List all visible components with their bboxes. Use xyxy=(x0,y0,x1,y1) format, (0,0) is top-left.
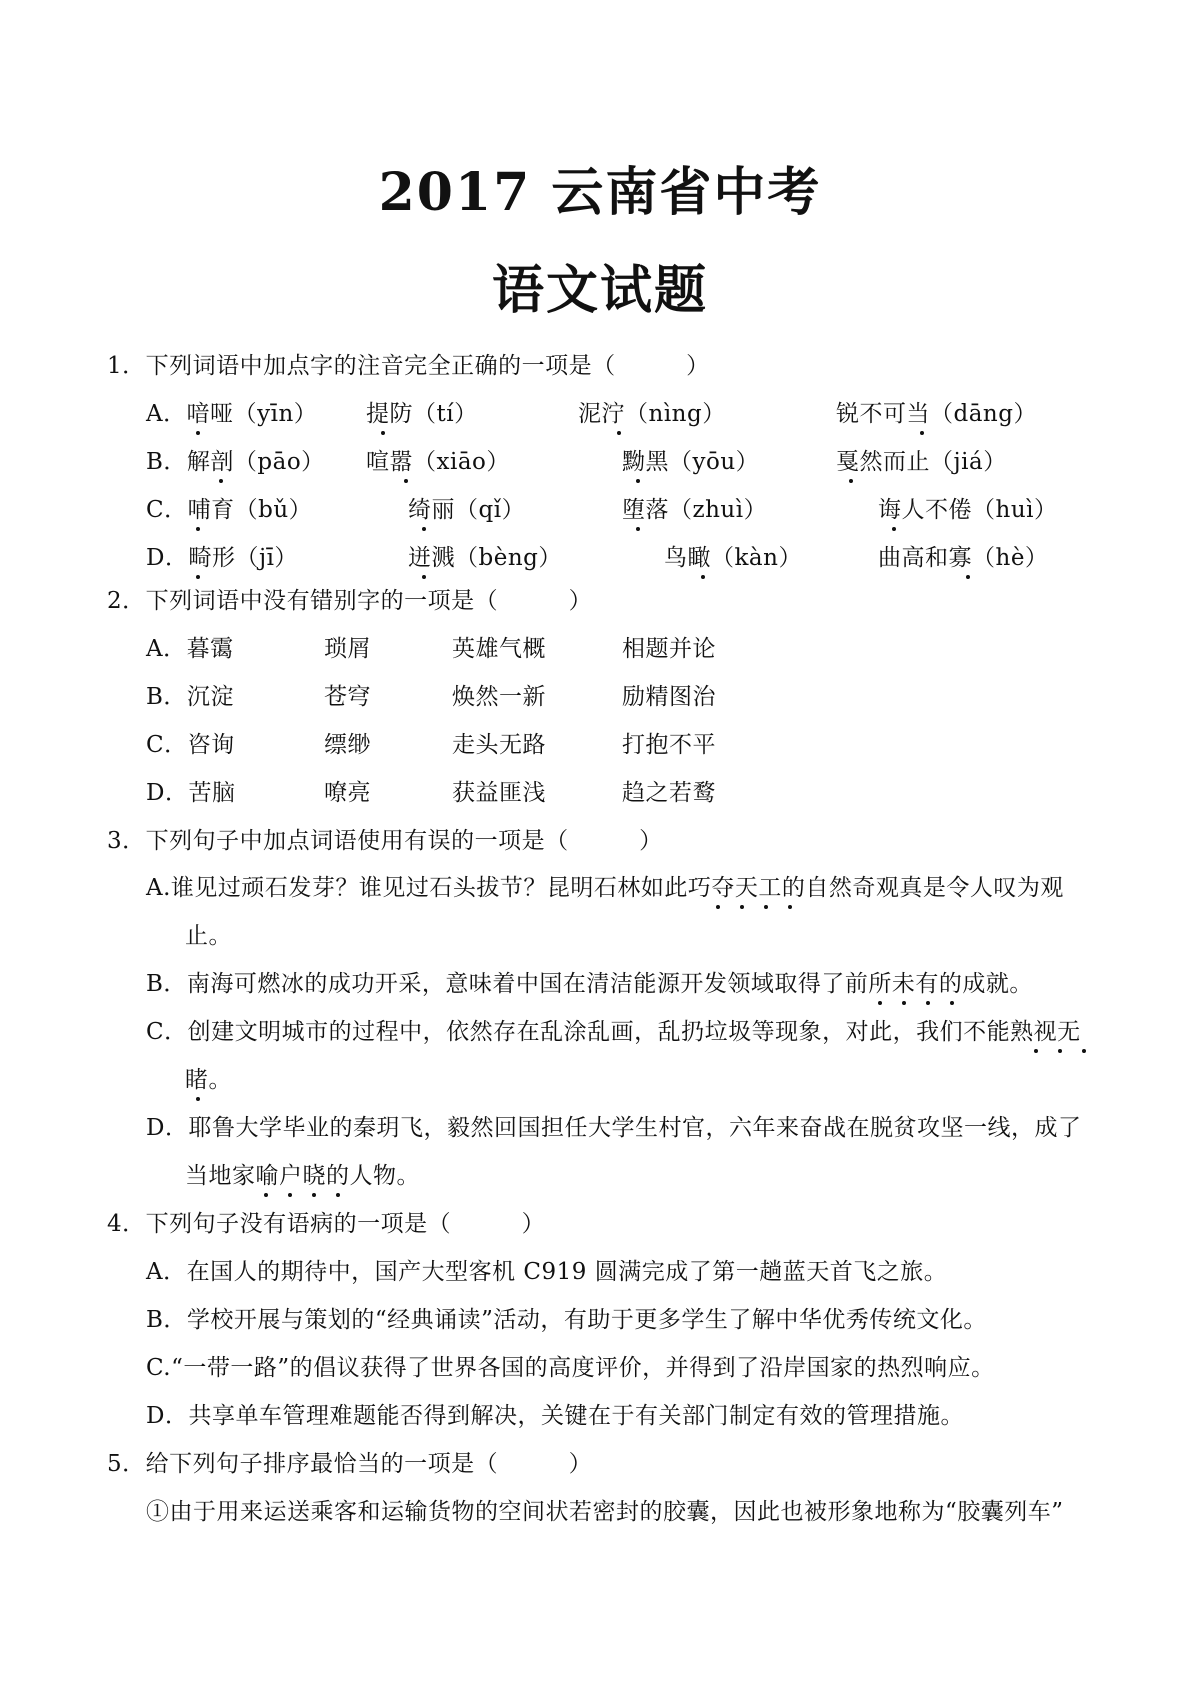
q1-option-a-word-4: 锐不可当（dāng） xyxy=(836,401,1037,427)
q2-option-d-word-4: 趋之若鹜 xyxy=(622,780,716,806)
emphasis-dot xyxy=(288,1193,292,1197)
emphasis-dot xyxy=(196,431,200,435)
q2-option-a-word-1: A．暮霭 xyxy=(146,636,234,662)
q5-sentence-1: ①由于用来运送乘客和运输货物的空间状若密封的胶囊，因此也被形象地称为“胶囊列车” xyxy=(146,1499,1064,1525)
emphasis-dot xyxy=(404,479,408,483)
q1-option-c-word-1: C．哺育（bǔ） xyxy=(146,497,313,523)
q1-option-b-word-3: 黝黑（yōu） xyxy=(622,449,760,475)
emphasis-dot xyxy=(920,431,924,435)
q2-option-c-word-3: 走头无路 xyxy=(452,732,546,758)
q2-option-b-word-3: 焕然一新 xyxy=(452,684,546,710)
q1-option-b-word-2: 喧嚣（xiāo） xyxy=(366,449,510,475)
exam-subtitle: 语文试题 xyxy=(491,260,708,321)
emphasis-dot xyxy=(264,1193,268,1197)
q2-option-d-word-3: 获益匪浅 xyxy=(452,780,546,806)
q1-option-a-word-3: 泥泞（nìng） xyxy=(578,401,726,427)
emphasis-dot xyxy=(740,905,744,909)
question-1-stem: 1．下列词语中加点字的注音完全正确的一项是（ ） xyxy=(107,353,710,379)
emphasis-dot xyxy=(788,905,792,909)
emphasis-dot xyxy=(878,1001,882,1005)
q1-option-d-word-4: 曲高和寡（hè） xyxy=(878,545,1049,571)
emphasis-dot xyxy=(1034,1049,1038,1053)
emphasis-dot xyxy=(219,479,223,483)
emphasis-dot xyxy=(196,527,200,531)
question-2-stem: 2．下列词语中没有错别字的一项是（ ） xyxy=(107,588,593,614)
emphasis-dot xyxy=(926,1001,930,1005)
question-5-stem: 5．给下列句子排序最恰当的一项是（ ） xyxy=(107,1451,593,1477)
emphasis-dot xyxy=(966,575,970,579)
emphasis-dot xyxy=(764,905,768,909)
q3-option-c-continued: 睹。 xyxy=(185,1067,232,1093)
exam-title: 2017 云南省中考 xyxy=(378,162,822,223)
emphasis-dot xyxy=(422,575,426,579)
emphasis-dot xyxy=(381,431,385,435)
emphasis-dot xyxy=(617,431,621,435)
emphasis-dot xyxy=(196,575,200,579)
emphasis-dot xyxy=(422,527,426,531)
q1-option-d-word-2: 迸溅（bèng） xyxy=(408,545,562,571)
q4-option-d: D．共享单车管理难题能否得到解决，关键在于有关部门制定有效的管理措施。 xyxy=(146,1403,964,1429)
q2-option-a-word-4: 相题并论 xyxy=(622,636,716,662)
emphasis-dot xyxy=(701,575,705,579)
emphasis-dot xyxy=(892,527,896,531)
q1-option-b-word-4: 戛然而止（jiá） xyxy=(836,449,1007,475)
emphasis-dot xyxy=(636,479,640,483)
emphasis-dot xyxy=(636,527,640,531)
q2-option-c-word-4: 打抱不平 xyxy=(622,732,716,758)
emphasis-dot xyxy=(312,1193,316,1197)
q2-option-c-word-2: 缥缈 xyxy=(324,732,371,758)
q2-option-d-word-2: 嘹亮 xyxy=(324,780,371,806)
q3-option-d-continued: 当地家喻户晓的人物。 xyxy=(185,1163,420,1189)
emphasis-dot xyxy=(1058,1049,1062,1053)
q1-option-a-word-2: 提防（tí） xyxy=(366,401,478,427)
q3-option-d: D．耶鲁大学毕业的秦玥飞，毅然回国担任大学生村官，六年来奋战在脱贫攻坚一线，成了 xyxy=(146,1115,1082,1141)
q2-option-c-word-1: C．咨询 xyxy=(146,732,235,758)
q1-option-a-word-1: A．喑哑（yīn） xyxy=(146,401,318,427)
q1-option-c-word-4: 诲人不倦（huì） xyxy=(878,497,1058,523)
emphasis-dot xyxy=(336,1193,340,1197)
emphasis-dot xyxy=(1082,1049,1086,1053)
q1-option-d-word-1: D．畸形（jī） xyxy=(146,545,298,571)
q3-option-c: C．创建文明城市的过程中，依然存在乱涂乱画，乱扔垃圾等现象，对此，我们不能熟视无 xyxy=(146,1019,1081,1045)
q1-option-b-word-1: B．解剖（pāo） xyxy=(146,449,325,475)
q4-option-b: B．学校开展与策划的“经典诵读”活动，有助于更多学生了解中华优秀传统文化。 xyxy=(146,1307,987,1333)
emphasis-dot xyxy=(196,1097,200,1101)
q1-option-c-word-3: 堕落（zhuì） xyxy=(622,497,768,523)
question-3-stem: 3．下列句子中加点词语使用有误的一项是（ ） xyxy=(107,828,663,854)
q3-option-b: B．南海可燃冰的成功开采，意味着中国在清洁能源开发领域取得了前所未有的成就。 xyxy=(146,971,1033,997)
emphasis-dot xyxy=(902,1001,906,1005)
emphasis-dot xyxy=(849,479,853,483)
q2-option-b-word-1: B．沉淀 xyxy=(146,684,234,710)
q2-option-a-word-3: 英雄气概 xyxy=(452,636,546,662)
q3-option-a-continued: 止。 xyxy=(185,923,232,949)
emphasis-dot xyxy=(950,1001,954,1005)
q4-option-a: A．在国人的期待中，国产大型客机 C919 圆满完成了第一趟蓝天首飞之旅。 xyxy=(146,1259,948,1285)
question-4-stem: 4．下列句子没有语病的一项是（ ） xyxy=(107,1211,546,1237)
q1-option-d-word-3: 鸟瞰（kàn） xyxy=(664,545,802,571)
q4-option-c: C.“一带一路”的倡议获得了世界各国的高度评价，并得到了沿岸国家的热烈响应。 xyxy=(146,1355,995,1381)
q3-option-a: A.谁见过顽石发芽？谁见过石头拔节？昆明石林如此巧夺天工的自然奇观真是令人叹为观 xyxy=(146,875,1064,901)
emphasis-dot xyxy=(716,905,720,909)
q2-option-b-word-2: 苍穹 xyxy=(324,684,371,710)
q2-option-b-word-4: 励精图治 xyxy=(622,684,716,710)
q2-option-a-word-2: 琐屑 xyxy=(324,636,371,662)
q1-option-c-word-2: 绮丽（qǐ） xyxy=(408,497,526,523)
q2-option-d-word-1: D．苦脑 xyxy=(146,780,236,806)
